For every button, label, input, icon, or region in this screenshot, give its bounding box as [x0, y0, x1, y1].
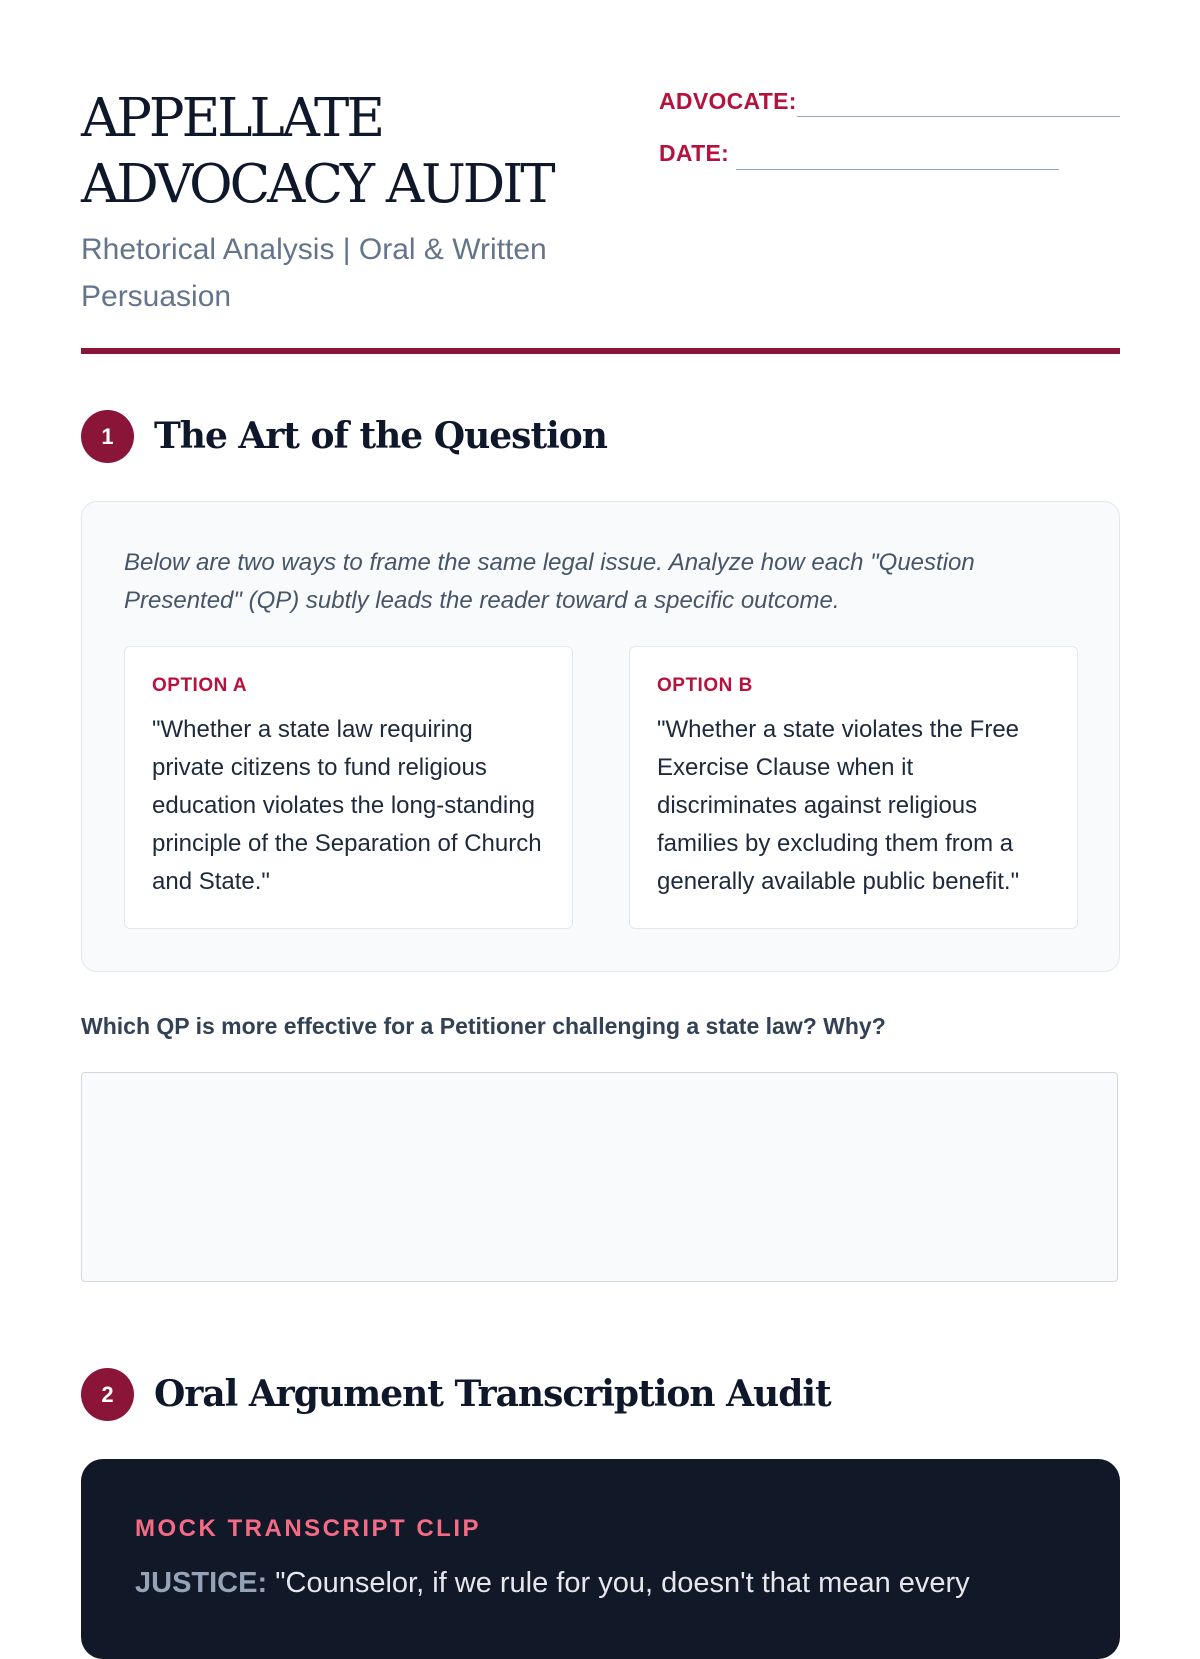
advocate-line[interactable] [797, 116, 1120, 117]
option-b-label: OPTION B [657, 675, 753, 696]
header-divider [81, 348, 1120, 354]
qp-instructions: Below are two ways to frame the same legal issue. Analyze how each "Question Presented" (QP) subtly leads the reader toward a specific outcome. [124, 549, 975, 614]
speaker-label: JUSTICE: [135, 1567, 268, 1599]
title-block [81, 86, 601, 320]
page-title [81, 86, 601, 218]
response-textarea[interactable] [81, 1072, 1118, 1282]
section-title: The Art of the Question [154, 415, 607, 457]
transcript-tag: MOCK TRANSCRIPT CLIP [135, 1515, 481, 1542]
response-prompt: Which QP is more effective for a Petitioner challenging a state law? Why? [81, 1013, 886, 1039]
option-a-text: "Whether a state law requiring private citizens to fund religious education violates the long-standing principle of the Separation of Church and State." [152, 716, 542, 895]
worksheet-page [81, 0, 1120, 1600]
page-subtitle: Rhetorical Analysis | Oral & Written Persuasion [81, 233, 547, 313]
worksheet-header [81, 86, 1120, 352]
section-1-header [81, 408, 1120, 464]
transcript-line [135, 1563, 970, 1603]
question-presented-card [81, 501, 1120, 972]
section-2-header [81, 1366, 1120, 1422]
date-line[interactable] [736, 169, 1059, 170]
date-field[interactable] [659, 138, 1059, 178]
title-line-1: APPELLATE [81, 88, 383, 149]
option-a-label: OPTION A [152, 675, 248, 696]
transcript-text: "Counselor, if we rule for you, doesn't that mean every [275, 1567, 970, 1599]
option-b-text: "Whether a state violates the Free Exercise Clause when it discriminates against religious families by excluding them from a generally available public benefit." [657, 716, 1020, 895]
date-label: DATE: [659, 140, 730, 166]
section-number-badge: 1 [81, 410, 134, 463]
option-a-card [124, 646, 573, 929]
transcript-card [81, 1459, 1120, 1659]
option-b-card [629, 646, 1078, 929]
section-title: Oral Argument Transcription Audit [154, 1373, 831, 1415]
advocate-field[interactable] [659, 86, 1120, 126]
title-line-2: ADVOCACY AUDIT [81, 154, 553, 215]
advocate-label: ADVOCATE: [659, 88, 797, 114]
section-number-badge: 2 [81, 1368, 134, 1421]
